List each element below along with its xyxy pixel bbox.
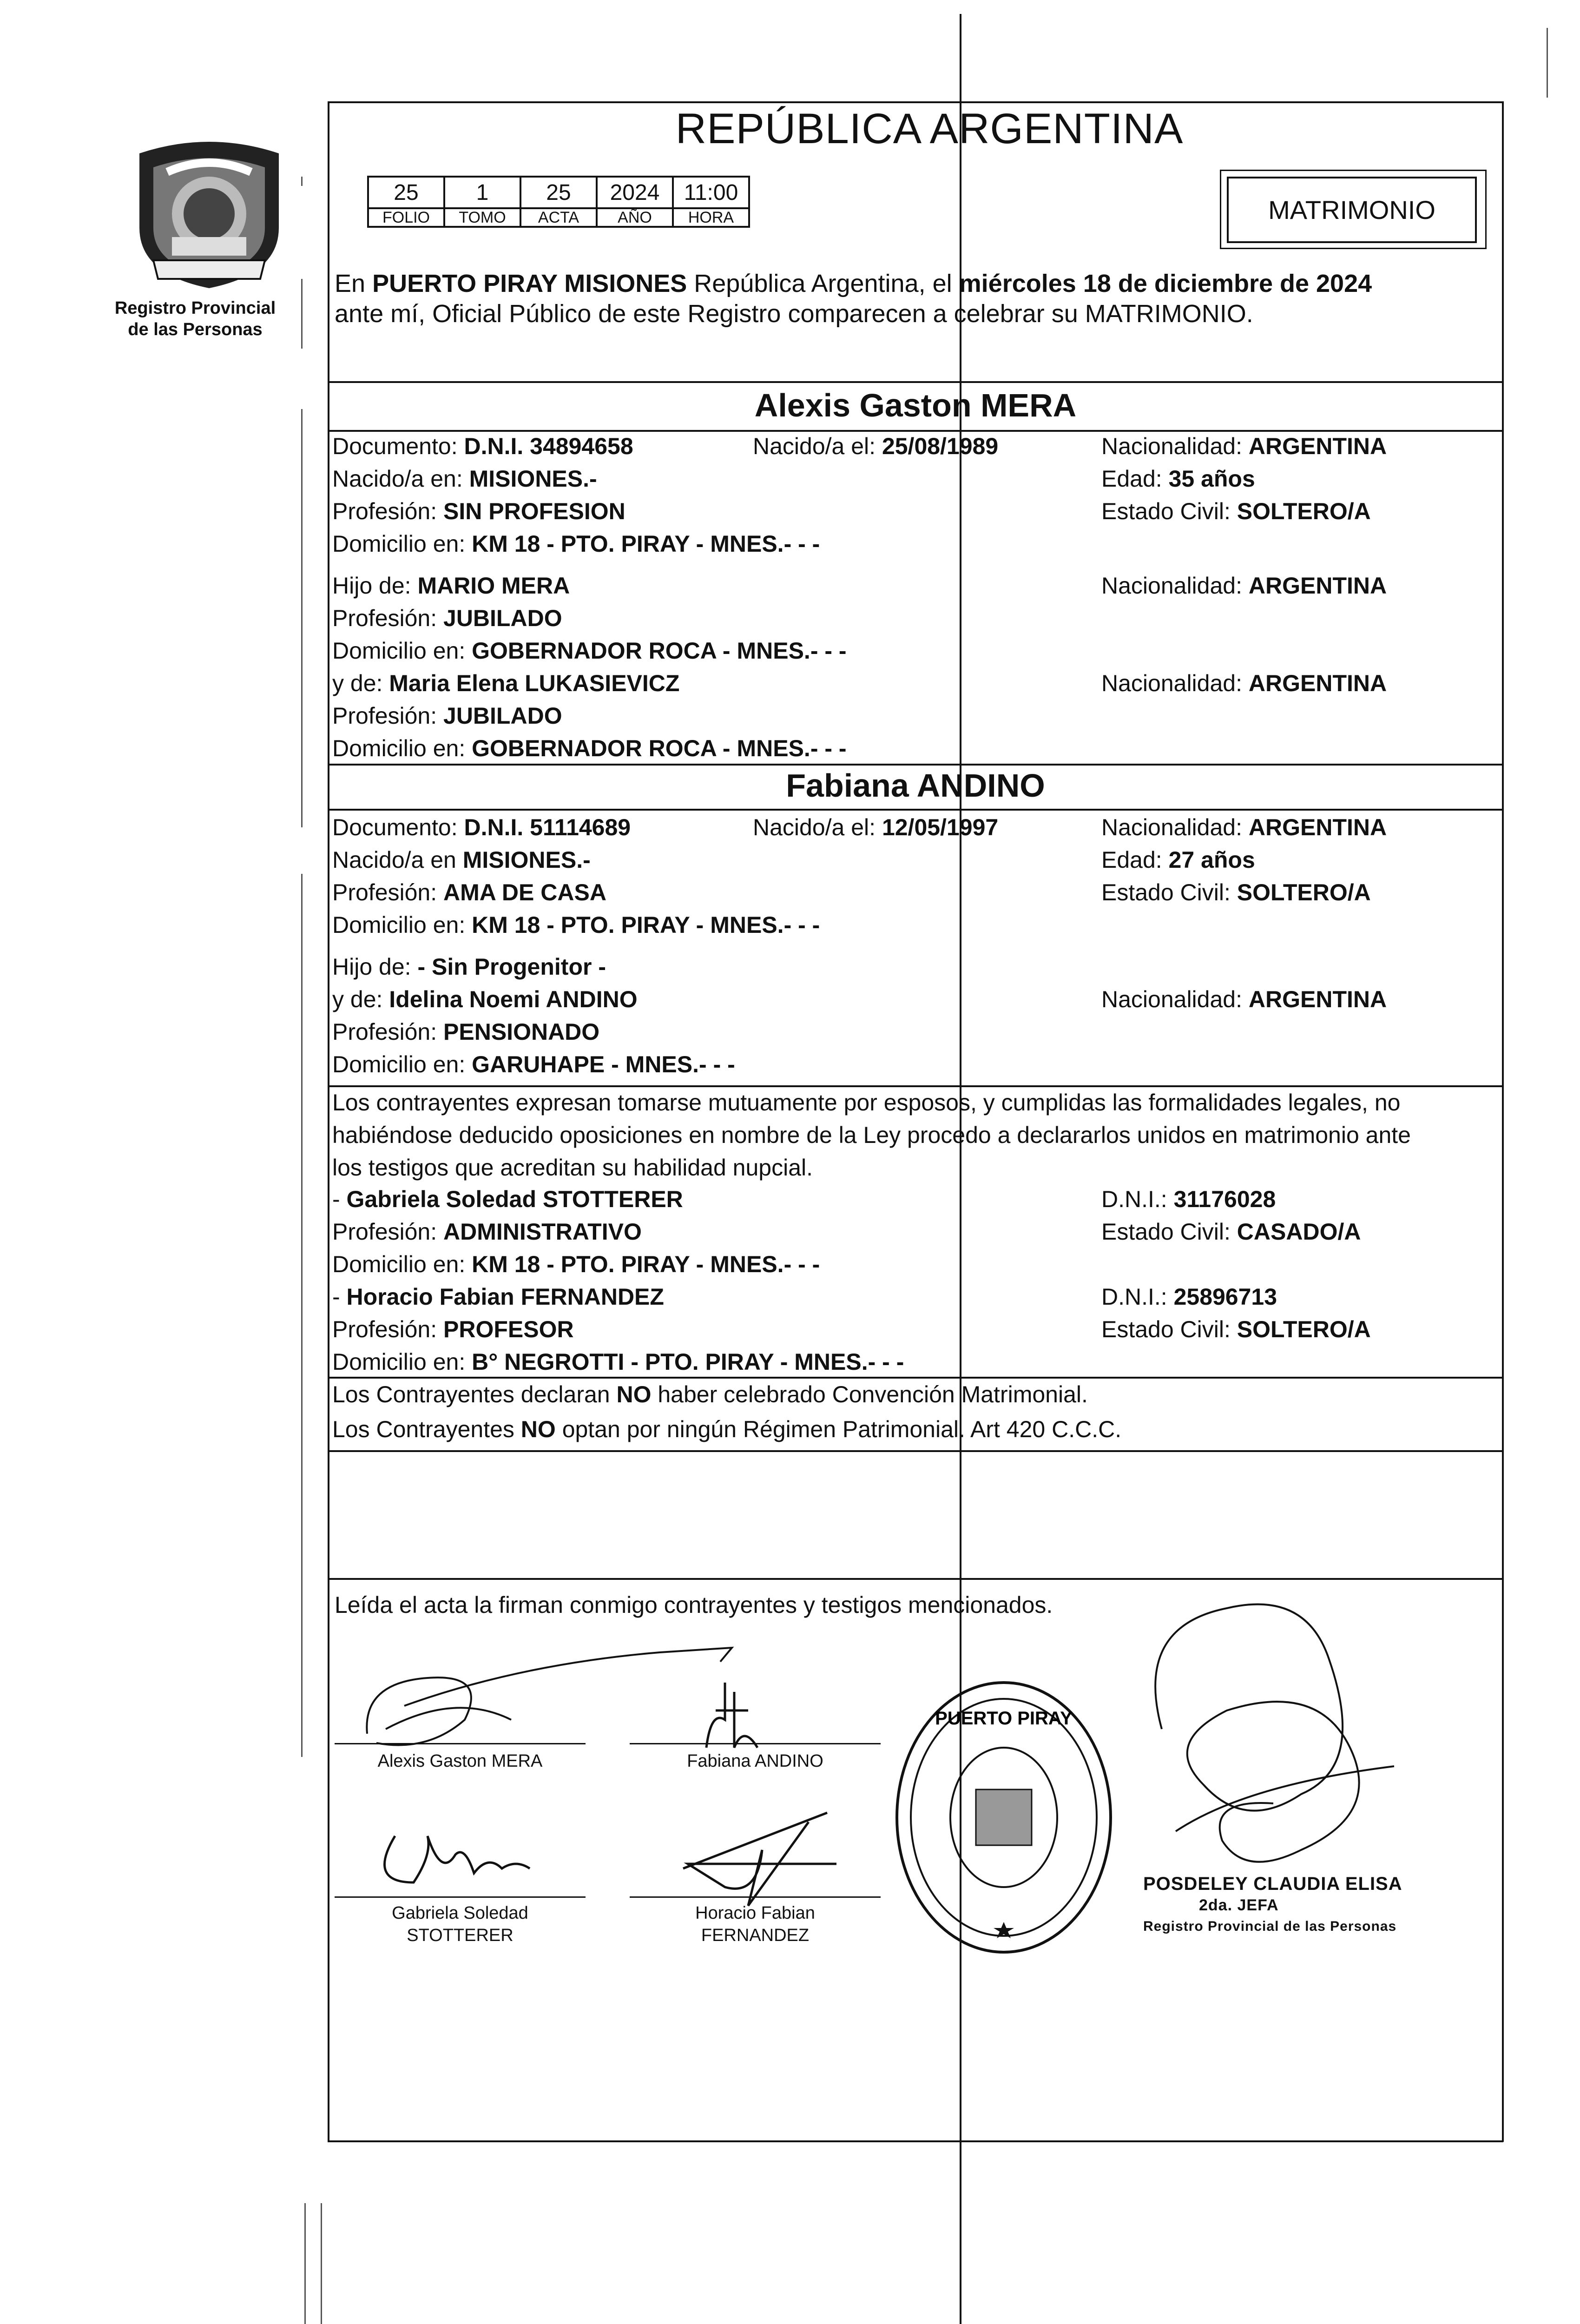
field-label: Nacionalidad: [1101,814,1249,840]
field-label: Documento: [332,433,464,459]
official-seal [888,1669,1120,1966]
field-value: JUBILADO [443,703,562,729]
official-stamp: POSDELEY CLAUDIA ELISA 2da. JEFA Registro Provincial de las Personas [1143,1874,1402,1934]
spouse1.lines-field [753,430,998,462]
spouse2.parents-field [332,1016,599,1048]
field-value: PENSIONADO [443,1019,600,1045]
field-label: Nacionalidad: [1101,986,1249,1012]
declaration-line: los testigos que acreditan su habilidad nupcial. [332,1155,813,1181]
spouse1.lines-field [1101,462,1255,495]
spouse2.lines-field [1101,844,1255,876]
field-label: Estado Civil: [1101,879,1237,905]
signer-1-name: Alexis Gaston MERA [377,1751,543,1771]
spouse2.lines-field [332,811,631,844]
regime-line: Los Contrayentes NO optan por ningún Régimen Patrimonial. Art 420 C.C.C. [332,1416,1122,1442]
field-value: - Sin Progenitor - [417,954,606,980]
field-value: ARGENTINA [1248,433,1387,459]
field-label: Domicilio en: [332,912,472,938]
anio-value: 2024 [597,177,673,208]
declaration-line: Los contrayentes expresan tomarse mutuamente por esposos, y cumplidas las formalidades legales, no [332,1089,1401,1116]
hora-value: 11:00 [673,177,749,208]
field-label: Domicilio en: [332,1051,472,1077]
field-value: GOBERNADOR ROCA - MNES.- - - [472,735,847,761]
field-value: KM 18 - PTO. PIRAY - MNES.- - - [472,912,820,938]
field-label: Nacido/a en [332,847,463,873]
spouse1.lines-field [332,495,625,528]
field-value: JUBILADO [443,605,562,631]
registry-label-line1: Registro Provincial [114,298,276,318]
signing-statement: Leída el acta la firman conmigo contrayentes y testigos mencionados. [335,1592,1053,1618]
field-value: MISIONES.- [462,847,591,873]
spouse1.parents-field [332,602,562,634]
witness-field: - Horacio Fabian FERNANDEZ [332,1284,664,1310]
witness-field: Profesión: PROFESOR [332,1316,574,1342]
field-label: Domicilio en: [332,735,472,761]
field-label: Hijo de: [332,573,418,599]
field-label: Hijo de: [332,954,418,980]
tomo-value: 1 [444,177,520,208]
field-value: SOLTERO/A [1237,879,1371,905]
field-value: 35 años [1168,466,1255,492]
witness-field: Domicilio en: B° NEGROTTI - PTO. PIRAY - MNES.- - - [332,1349,904,1375]
field-value: D.N.I. 51114689 [464,814,631,840]
margin-mark [304,2203,306,2324]
field-label: Nacido/a en: [332,466,469,492]
spouse2.lines-field [1101,811,1387,844]
margin-mark [1547,28,1548,98]
margin-mark [301,409,303,827]
field-label: Documento: [332,814,464,840]
hora-label: HORA [673,208,749,227]
spouse1.lines-field [1101,430,1387,462]
spouse2-name: Fabiana ANDINO [786,767,1045,804]
spouse1.parents-field [1101,569,1387,602]
intro-line-2: ante mí, Oficial Público de este Registro comparecen a celebrar su MATRIMONIO. [335,300,1253,328]
intro-line-1: En PUERTO PIRAY MISIONES República Argentina, el miércoles 18 de diciembre de 2024 [335,270,1372,297]
field-value: GOBERNADOR ROCA - MNES.- - - [472,638,847,664]
margin-mark [301,177,303,186]
field-value: AMA DE CASA [443,879,606,905]
field-value: 27 años [1168,847,1255,873]
margin-mark [301,874,303,1757]
field-label: y de: [332,986,389,1012]
spouse2.parents-field [332,983,638,1016]
scan-line [960,14,961,2324]
spouse2.parents-field [332,1048,735,1081]
field-label: Profesión: [332,498,444,524]
witness-field: - Gabriela Soledad STOTTERER [332,1186,683,1212]
field-label: Nacionalidad: [1101,433,1249,459]
signer-2-name: Fabiana ANDINO [687,1751,823,1771]
field-label: Nacido/a el: [753,814,882,840]
witness-field: D.N.I.: 31176028 [1101,1186,1276,1212]
acta-label: ACTA [520,208,597,227]
field-label: Nacionalidad: [1101,670,1249,696]
field-label: Profesión: [332,605,444,631]
field-label: Edad: [1101,466,1169,492]
seal-center-text: PUERTO PIRAY [935,1708,1073,1729]
signature-andino [688,1655,790,1762]
field-value: SOLTERO/A [1237,498,1371,524]
field-value: SIN PROFESION [443,498,625,524]
registry-label [88,297,302,340]
spouse2.parents-field [1101,983,1387,1016]
field-value: 12/05/1997 [882,814,999,840]
signer-3-name: Gabriela Soledad STOTTERER [392,1903,528,1945]
witness-field: Profesión: ADMINISTRATIVO [332,1219,642,1245]
field-value: ARGENTINA [1248,814,1387,840]
page-title: REPÚBLICA ARGENTINA [675,105,1184,152]
act-meta-table [367,176,750,228]
spouse1.parents-field [332,700,562,732]
spouse1.parents-field [332,569,570,602]
spouse1.parents-field [332,667,679,700]
witness-field: Estado Civil: CASADO/A [1101,1219,1361,1245]
spouse1.parents-field [332,634,847,667]
field-value: Idelina Noemi ANDINO [389,986,638,1012]
field-label: Domicilio en: [332,638,472,664]
official-signature [1106,1590,1431,1915]
declaration-line: habiéndose deducido oposiciones en nombre de la Ley procedo a declararlos unidos en matrimonio ante [332,1122,1411,1148]
witness-field: D.N.I.: 25896713 [1101,1284,1277,1310]
spouse2.lines-field [1101,876,1371,909]
spouse1-name: Alexis Gaston MERA [754,387,1077,423]
field-value: GARUHAPE - MNES.- - - [472,1051,735,1077]
registry-label-line2: de las Personas [128,320,263,339]
field-label: Nacido/a el: [753,433,882,459]
spouse1.lines-field [1101,495,1371,528]
field-label: Nacionalidad: [1101,573,1249,599]
spouse1.lines-field [332,528,820,560]
signer-4-name: Horacio Fabian FERNANDEZ [695,1903,815,1945]
signature-fernandez [669,1794,855,1910]
tomo-label: TOMO [444,208,520,227]
field-label: Profesión: [332,879,444,905]
field-label: Profesión: [332,1019,444,1045]
margin-mark [321,2203,322,2324]
field-value: KM 18 - PTO. PIRAY - MNES.- - - [472,531,820,557]
act-type-box: MATRIMONIO [1227,177,1477,243]
folio-label: FOLIO [368,208,444,227]
spouse2.lines-field [332,844,591,876]
spouse2.lines-field [332,909,820,941]
field-value: MARIO MERA [417,573,570,599]
spouse2.lines-field [753,811,998,844]
spouse2.lines-field [332,876,606,909]
witness-field: Domicilio en: KM 18 - PTO. PIRAY - MNES.- - - [332,1251,820,1277]
province-crest-logo [125,135,293,293]
regime-line: Los Contrayentes declaran NO haber celebrado Convención Matrimonial. [332,1381,1088,1407]
field-value: MISIONES.- [469,466,597,492]
field-value: Maria Elena LUKASIEVICZ [389,670,680,696]
field-value: D.N.I. 34894658 [464,433,633,459]
field-label: Estado Civil: [1101,498,1237,524]
spouse1.parents-field [332,732,847,765]
field-label: Edad: [1101,847,1169,873]
anio-label: AÑO [597,208,673,227]
field-value: ARGENTINA [1248,670,1387,696]
witness-field: Estado Civil: SOLTERO/A [1101,1316,1371,1342]
field-label: Domicilio en: [332,531,472,557]
field-label: Profesión: [332,703,444,729]
field-value: ARGENTINA [1248,573,1387,599]
spouse1.lines-field [332,430,633,462]
acta-value: 25 [520,177,597,208]
signature-mera [335,1627,892,1766]
field-value: 25/08/1989 [882,433,999,459]
spouse1.lines-field [332,462,597,495]
field-label: y de: [332,670,389,696]
folio-value: 25 [368,177,444,208]
spouse2.parents-field [332,951,606,983]
spouse1.parents-field [1101,667,1387,700]
field-value: ARGENTINA [1248,986,1387,1012]
